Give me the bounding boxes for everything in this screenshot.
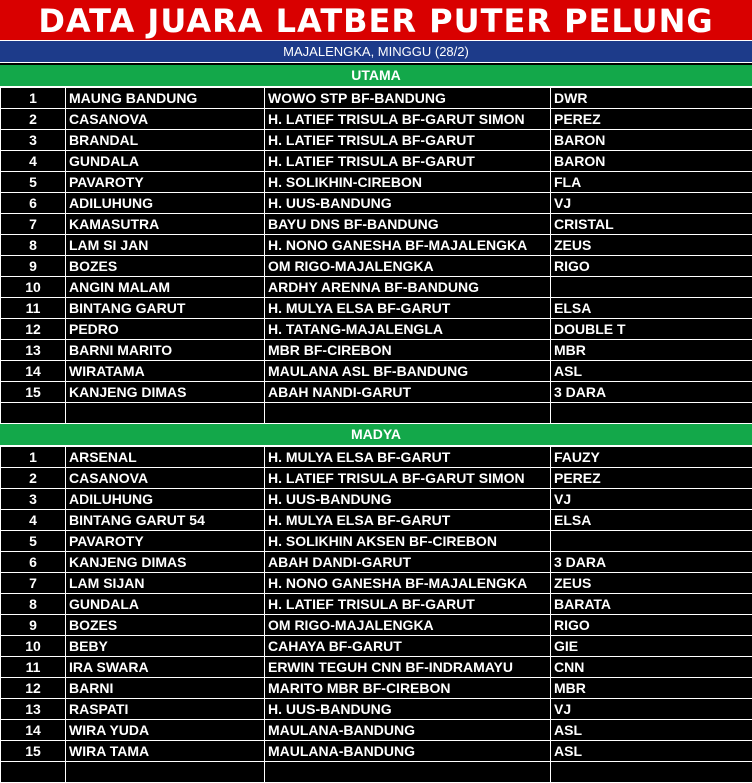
table-row <box>1 130 752 151</box>
team-cell: VJ <box>551 699 752 720</box>
team-cell: DOUBLE T <box>551 319 752 340</box>
owner-cell: H. LATIEF TRISULA BF-GARUT SIMON <box>265 109 551 130</box>
team-cell: FLA <box>551 172 752 193</box>
table-row <box>1 720 752 741</box>
rank-cell: 13 <box>1 699 66 720</box>
table-row <box>1 214 752 235</box>
owner-cell: H. UUS-BANDUNG <box>265 193 551 214</box>
empty-cell <box>1 403 66 424</box>
rank-cell: 2 <box>1 468 66 489</box>
owner-cell: BAYU DNS BF-BANDUNG <box>265 214 551 235</box>
owner-cell: MBR BF-CIREBON <box>265 340 551 361</box>
team-cell: PEREZ <box>551 468 752 489</box>
table-row <box>1 151 752 172</box>
rank-cell: 14 <box>1 361 66 382</box>
table-row <box>1 88 752 109</box>
owner-cell: MAULANA-BANDUNG <box>265 741 551 762</box>
bird-name-cell: KANJENG DIMAS <box>66 552 265 573</box>
empty-cell <box>66 403 265 424</box>
empty-cell <box>551 403 752 424</box>
owner-cell: ERWIN TEGUH CNN BF-INDRAMAYU <box>265 657 551 678</box>
owner-cell: CAHAYA BF-GARUT <box>265 636 551 657</box>
rank-cell: 3 <box>1 130 66 151</box>
table-row <box>1 636 752 657</box>
rank-cell: 10 <box>1 277 66 298</box>
table-row <box>1 193 752 214</box>
blank-row <box>1 403 752 424</box>
bird-name-cell: WIRATAMA <box>66 361 265 382</box>
team-cell: CRISTAL <box>551 214 752 235</box>
title-bar: DATA JUARA LATBER PUTER PELUNG <box>0 0 752 40</box>
table-row <box>1 277 752 298</box>
rank-cell: 1 <box>1 88 66 109</box>
team-cell: FAUZY <box>551 447 752 468</box>
bird-name-cell: BINTANG GARUT <box>66 298 265 319</box>
table-row <box>1 298 752 319</box>
table-row <box>1 531 752 552</box>
bird-name-cell: BEBY <box>66 636 265 657</box>
empty-cell <box>66 762 265 783</box>
bird-name-cell: ADILUHUNG <box>66 489 265 510</box>
bird-name-cell: BRANDAL <box>66 130 265 151</box>
table-row <box>1 447 752 468</box>
owner-cell: H. NONO GANESHA BF-MAJALENGKA <box>265 235 551 256</box>
bird-name-cell: BOZES <box>66 256 265 277</box>
owner-cell: H. LATIEF TRISULA BF-GARUT <box>265 594 551 615</box>
owner-cell: OM RIGO-MAJALENGKA <box>265 256 551 277</box>
table-row <box>1 340 752 361</box>
team-cell: ELSA <box>551 510 752 531</box>
empty-cell <box>265 762 551 783</box>
bird-name-cell: LAM SI JAN <box>66 235 265 256</box>
results-table-utama <box>0 87 752 424</box>
team-cell: ZEUS <box>551 573 752 594</box>
team-cell: RIGO <box>551 615 752 636</box>
team-cell: ASL <box>551 720 752 741</box>
bird-name-cell: LAM SIJAN <box>66 573 265 594</box>
rank-cell: 9 <box>1 615 66 636</box>
rank-cell: 1 <box>1 447 66 468</box>
rank-cell: 12 <box>1 319 66 340</box>
rank-cell: 15 <box>1 382 66 403</box>
table-row <box>1 573 752 594</box>
table-row <box>1 256 752 277</box>
owner-cell: H. LATIEF TRISULA BF-GARUT <box>265 151 551 172</box>
section-header-utama: UTAMA <box>0 65 752 87</box>
owner-cell: H. MULYA ELSA BF-GARUT <box>265 298 551 319</box>
bird-name-cell: WIRA YUDA <box>66 720 265 741</box>
subtitle-bar: MAJALENGKA, MINGGU (28/2) <box>0 40 752 63</box>
bird-name-cell: GUNDALA <box>66 151 265 172</box>
table-row <box>1 361 752 382</box>
bird-name-cell: WIRA TAMA <box>66 741 265 762</box>
bird-name-cell: GUNDALA <box>66 594 265 615</box>
empty-cell <box>551 762 752 783</box>
bird-name-cell: BARNI <box>66 678 265 699</box>
bird-name-cell: BINTANG GARUT 54 <box>66 510 265 531</box>
rank-cell: 11 <box>1 657 66 678</box>
rank-cell: 4 <box>1 510 66 531</box>
owner-cell: ABAH NANDI-GARUT <box>265 382 551 403</box>
owner-cell: WOWO STP BF-BANDUNG <box>265 88 551 109</box>
bird-name-cell: CASANOVA <box>66 468 265 489</box>
bird-name-cell: PAVAROTY <box>66 172 265 193</box>
bird-name-cell: BARNI MARITO <box>66 340 265 361</box>
rank-cell: 9 <box>1 256 66 277</box>
table-row <box>1 172 752 193</box>
table-row <box>1 741 752 762</box>
owner-cell: H. TATANG-MAJALENGLA <box>265 319 551 340</box>
team-cell: PEREZ <box>551 109 752 130</box>
bird-name-cell: MAUNG BANDUNG <box>66 88 265 109</box>
table-row <box>1 678 752 699</box>
section-header-madya: MADYA <box>0 424 752 446</box>
table-row <box>1 657 752 678</box>
table-row <box>1 382 752 403</box>
bird-name-cell: PEDRO <box>66 319 265 340</box>
team-cell: 3 DARA <box>551 552 752 573</box>
rank-cell: 12 <box>1 678 66 699</box>
bird-name-cell: KANJENG DIMAS <box>66 382 265 403</box>
owner-cell: H. SOLIKHIN AKSEN BF-CIREBON <box>265 531 551 552</box>
team-cell: ELSA <box>551 298 752 319</box>
table-row <box>1 468 752 489</box>
table-row <box>1 594 752 615</box>
team-cell: 3 DARA <box>551 382 752 403</box>
team-cell: VJ <box>551 489 752 510</box>
team-cell: CNN <box>551 657 752 678</box>
table-row <box>1 319 752 340</box>
rank-cell: 15 <box>1 741 66 762</box>
rank-cell: 7 <box>1 573 66 594</box>
table-row <box>1 552 752 573</box>
bird-name-cell: BOZES <box>66 615 265 636</box>
rank-cell: 4 <box>1 151 66 172</box>
table-row <box>1 510 752 531</box>
rank-cell: 11 <box>1 298 66 319</box>
team-cell: ASL <box>551 361 752 382</box>
rank-cell: 8 <box>1 235 66 256</box>
table-row <box>1 109 752 130</box>
owner-cell: OM RIGO-MAJALENGKA <box>265 615 551 636</box>
rank-cell: 5 <box>1 172 66 193</box>
rank-cell: 6 <box>1 193 66 214</box>
owner-cell: H. LATIEF TRISULA BF-GARUT <box>265 130 551 151</box>
rank-cell: 13 <box>1 340 66 361</box>
table-row <box>1 489 752 510</box>
results-table-madya <box>0 446 752 783</box>
owner-cell: H. UUS-BANDUNG <box>265 699 551 720</box>
owner-cell: ABAH DANDI-GARUT <box>265 552 551 573</box>
owner-cell: H. MULYA ELSA BF-GARUT <box>265 510 551 531</box>
rank-cell: 7 <box>1 214 66 235</box>
team-cell: DWR <box>551 88 752 109</box>
team-cell: VJ <box>551 193 752 214</box>
team-cell: BARATA <box>551 594 752 615</box>
owner-cell: H. MULYA ELSA BF-GARUT <box>265 447 551 468</box>
rank-cell: 10 <box>1 636 66 657</box>
team-cell: BARON <box>551 151 752 172</box>
owner-cell: H. NONO GANESHA BF-MAJALENGKA <box>265 573 551 594</box>
bird-name-cell: ANGIN MALAM <box>66 277 265 298</box>
owner-cell: ARDHY ARENNA BF-BANDUNG <box>265 277 551 298</box>
rank-cell: 6 <box>1 552 66 573</box>
owner-cell: H. LATIEF TRISULA BF-GARUT SIMON <box>265 468 551 489</box>
owner-cell: H. UUS-BANDUNG <box>265 489 551 510</box>
team-cell: MBR <box>551 340 752 361</box>
rank-cell: 8 <box>1 594 66 615</box>
table-row <box>1 615 752 636</box>
empty-cell <box>265 403 551 424</box>
rank-cell: 3 <box>1 489 66 510</box>
team-cell: GIE <box>551 636 752 657</box>
team-cell <box>551 531 752 552</box>
table-row <box>1 699 752 720</box>
bird-name-cell: KAMASUTRA <box>66 214 265 235</box>
team-cell: RIGO <box>551 256 752 277</box>
owner-cell: H. SOLIKHIN-CIREBON <box>265 172 551 193</box>
rank-cell: 14 <box>1 720 66 741</box>
table-row <box>1 235 752 256</box>
bird-name-cell: CASANOVA <box>66 109 265 130</box>
empty-cell <box>1 762 66 783</box>
rank-cell: 5 <box>1 531 66 552</box>
team-cell <box>551 277 752 298</box>
owner-cell: MARITO MBR BF-CIREBON <box>265 678 551 699</box>
bird-name-cell: ADILUHUNG <box>66 193 265 214</box>
bird-name-cell: ARSENAL <box>66 447 265 468</box>
bird-name-cell: RASPATI <box>66 699 265 720</box>
rank-cell: 2 <box>1 109 66 130</box>
bird-name-cell: IRA SWARA <box>66 657 265 678</box>
owner-cell: MAULANA-BANDUNG <box>265 720 551 741</box>
bird-name-cell: PAVAROTY <box>66 531 265 552</box>
team-cell: ASL <box>551 741 752 762</box>
blank-row <box>1 762 752 783</box>
team-cell: ZEUS <box>551 235 752 256</box>
owner-cell: MAULANA ASL BF-BANDUNG <box>265 361 551 382</box>
team-cell: BARON <box>551 130 752 151</box>
team-cell: MBR <box>551 678 752 699</box>
